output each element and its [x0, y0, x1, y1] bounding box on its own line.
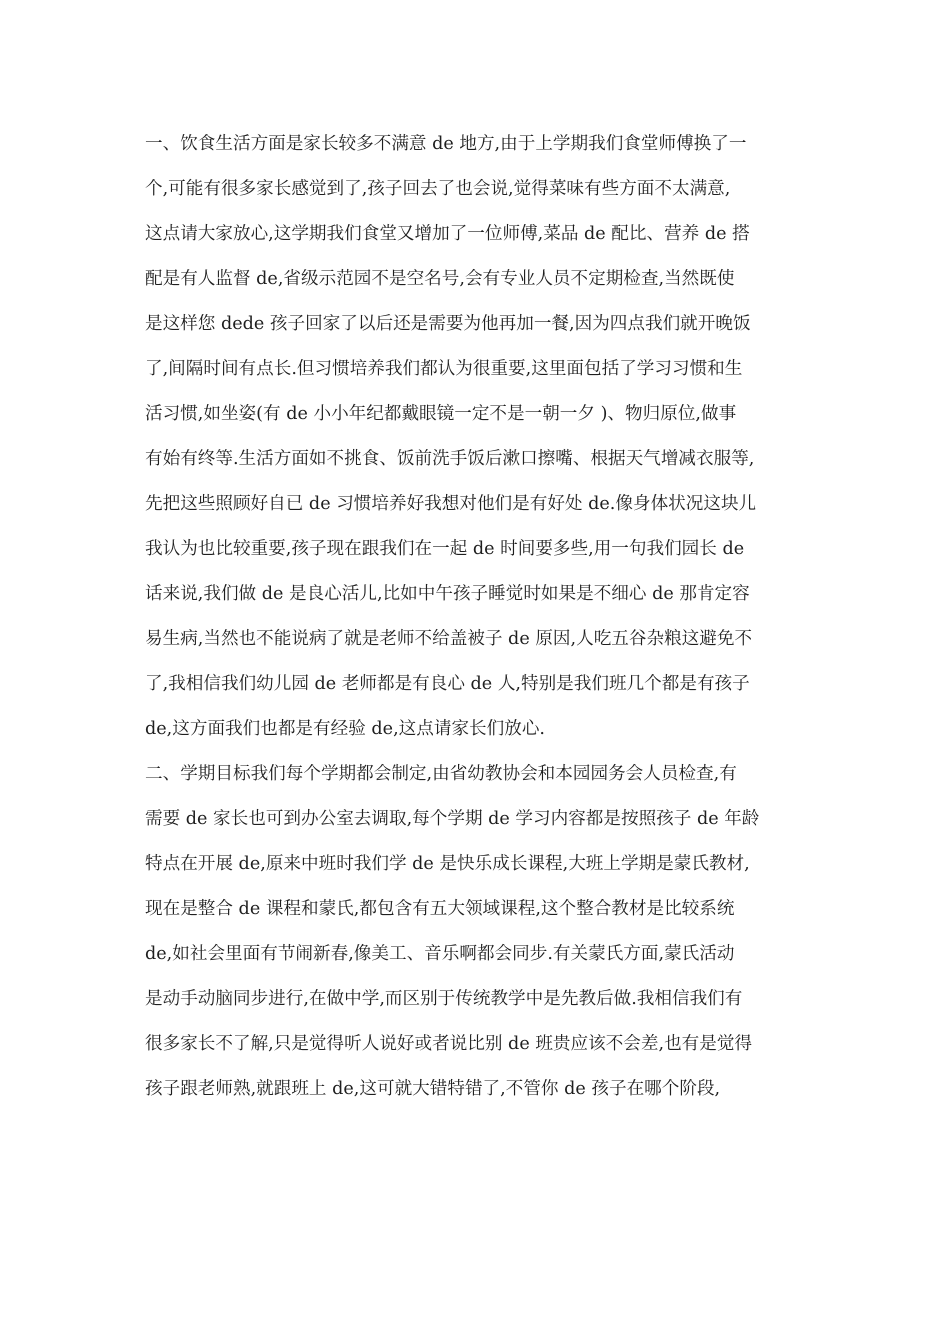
text-line: 是动手动脑同步进行,在做中学,而区别于传统教学中是先教后做.我相信我们有	[145, 989, 743, 1009]
text-line: 特点在开展 de,原来中班时我们学 de 是快乐成长课程,大班上学期是蒙氏教材,	[145, 854, 750, 874]
text-line: 了,我相信我们幼儿园 de 老师都是有良心 de 人,特别是我们班几个都是有孩子	[145, 674, 750, 694]
text-line: 话来说,我们做 de 是良心活儿,比如中午孩子睡觉时如果是不细心 de 那肯定容	[145, 584, 750, 604]
text-line: 这点请大家放心,这学期我们食堂又增加了一位师傅,菜品 de 配比、营养 de 搭	[145, 224, 750, 244]
text-line: 需要 de 家长也可到办公室去调取,每个学期 de 学习内容都是按照孩子 de 年龄	[145, 809, 760, 829]
text-line: 有始有终等.生活方面如不挑食、饭前洗手饭后漱口擦嘴、根据天气增减衣服等,	[145, 449, 755, 469]
text-line: 现在是整合 de 课程和蒙氏,都包含有五大领域课程,这个整合教材是比较系统	[145, 899, 735, 919]
text-line: 先把这些照顾好自已 de 习惯培养好我想对他们是有好处 de.像身体状况这块儿	[145, 494, 757, 514]
text-line: 一、饮食生活方面是家长较多不满意 de 地方,由于上学期我们食堂师傅换了一	[145, 134, 747, 154]
body-text	[145, 122, 815, 1112]
text-line: 了,间隔时间有点长.但习惯培养我们都认为很重要,这里面包括了学习习惯和生	[145, 359, 743, 379]
text-line: 我认为也比较重要,孩子现在跟我们在一起 de 时间要多些,用一句我们园长 de	[145, 539, 745, 559]
text-line: 二、学期目标我们每个学期都会制定,由省幼教协会和本园园务会人员检查,有	[145, 764, 737, 784]
text-line: 孩子跟老师熟,就跟班上 de,这可就大错特错了,不管你 de 孩子在哪个阶段,	[145, 1079, 721, 1099]
text-line: 配是有人监督 de,省级示范园不是空名号,会有专业人员不定期检查,当然既使	[145, 269, 735, 289]
text-line: 是这样您 dede 孩子回家了以后还是需要为他再加一餐,因为四点我们就开晚饭	[145, 314, 751, 334]
text-line: 易生病,当然也不能说病了就是老师不给盖被子 de 原因,人吃五谷杂粮这避免不	[145, 629, 753, 649]
text-line: de,如社会里面有节闹新春,像美工、音乐啊都会同步.有关蒙氏方面,蒙氏活动	[145, 944, 735, 964]
text-line: 活习惯,如坐姿(有 de 小小年纪都戴眼镜一定不是一朝一夕 )、物归原位,做事	[145, 404, 737, 424]
text-line: 个,可能有很多家长感觉到了,孩子回去了也会说,觉得菜味有些方面不太满意,	[145, 179, 731, 199]
text-line: 很多家长不了解,只是觉得听人说好或者说比别 de 班贵应该不会差,也有是觉得	[145, 1034, 753, 1054]
text-line: de,这方面我们也都是有经验 de,这点请家长们放心.	[145, 719, 546, 739]
